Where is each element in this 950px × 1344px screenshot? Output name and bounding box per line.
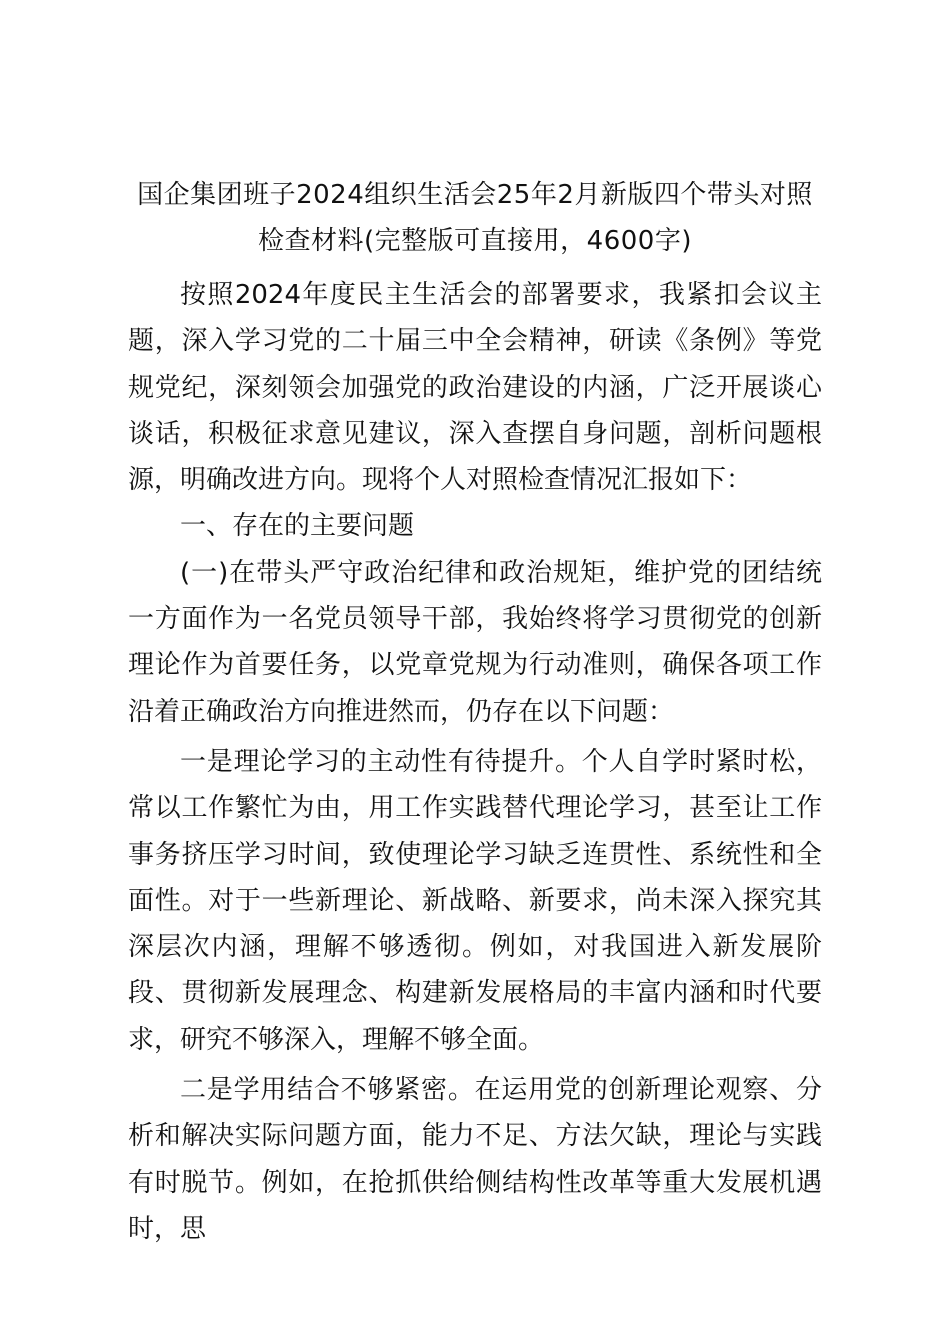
intro-paragraph: 按照2024年度民主生活会的部署要求，我紧扣会议主题，深入学习党的二十届三中全会精神，研读《条例》等党规党纪，深刻领会加强党的政治建设的内涵，广泛开展谈心谈话，积极征求意见建议，深入查摆自身问题，剖析问题根源，明确改进方向。现将个人对照检查情况汇报如下： — [128, 280, 822, 496]
problem-one-paragraph: 一是理论学习的主动性有待提升。个人自学时紧时松，常以工作繁忙为由，用工作实践替代理论学习，甚至让工作事务挤压学习时间，致使理论学习缺乏连贯性、系统性和全面性。对于一些新理论、新战略、新要求，尚未深入探究其深层次内涵，理解不够透彻。例如，对我国进入新发展阶段、贯彻新发展理念、构建新发展格局的丰富内涵和时代要求，研究不够深入，理解不够全面。 — [128, 746, 822, 1055]
document-title: 国企集团班子2024组织生活会25年2月新版四个带头对照检查材料(完整版可直接用，4600字) — [137, 180, 813, 256]
section-heading: 一、存在的主要问题 — [180, 511, 415, 542]
document-body — [128, 272, 822, 1252]
subsection-paragraph: (一)在带头严守政治纪律和政治规矩，维护党的团结统一方面作为一名党员领导干部，我始终将学习贯彻党的创新理论作为首要任务，以党章党规为行动准则，确保各项工作沿着正确政治方向推进然而，仍存在以下问题： — [128, 557, 822, 727]
problem-two-paragraph: 二是学用结合不够紧密。在运用党的创新理论观察、分析和解决实际问题方面，能力不足、方法欠缺，理论与实践有时脱节。例如，在抢抓供给侧结构性改革等重大发展机遇时，思 — [128, 1075, 822, 1244]
